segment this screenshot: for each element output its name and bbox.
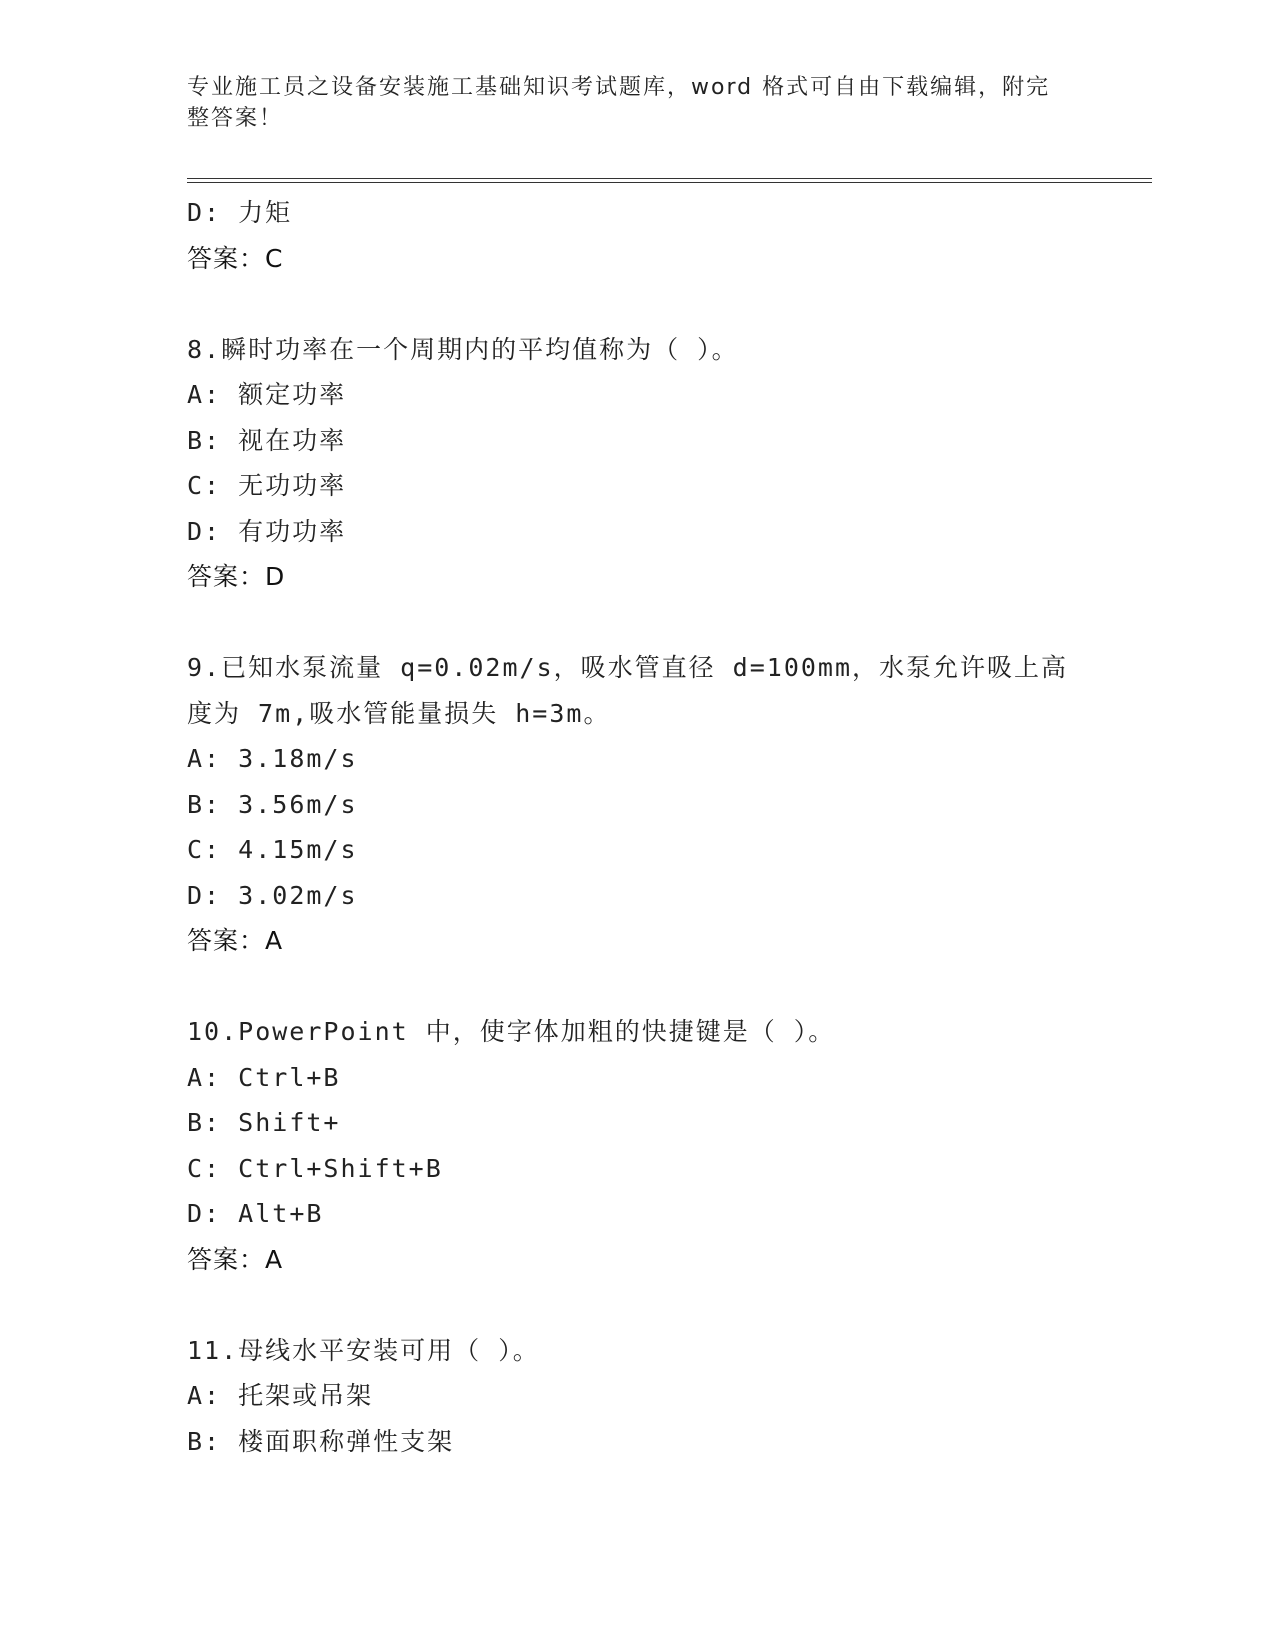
option-text: 3.02m/s: [238, 880, 358, 910]
option-label: B:: [187, 789, 222, 819]
option-label: B:: [187, 1108, 222, 1137]
question-7-tail: [187, 190, 1087, 281]
option-label: A:: [187, 1062, 222, 1092]
header-rule-top: [187, 178, 1152, 179]
option-text: Alt+B: [238, 1199, 324, 1228]
option-d: [187, 509, 1087, 555]
option-text: 无功功率: [238, 471, 347, 500]
option-text: Shift+: [238, 1108, 341, 1137]
option-b: [187, 1419, 1087, 1465]
answer-line: 答案：C: [187, 243, 284, 273]
option-d: [187, 190, 1087, 236]
option-text: Ctrl+Shift+B: [238, 1153, 443, 1183]
option-label: C:: [187, 471, 222, 500]
answer-line: 答案：D: [187, 562, 286, 591]
header-rule-bottom: [187, 182, 1152, 183]
question-11: [187, 1328, 1087, 1465]
option-b: [187, 1100, 1087, 1146]
option-c: [187, 463, 1087, 509]
option-c: [187, 1146, 1087, 1192]
question-8: [187, 327, 1087, 600]
option-a: [187, 1373, 1087, 1419]
option-label: D:: [187, 1199, 222, 1228]
option-text: 额定功率: [238, 380, 347, 409]
option-text: 力矩: [238, 198, 293, 227]
option-a: [187, 736, 1087, 782]
question-stem: 10.PowerPoint 中，使字体加粗的快捷键是（ ）。: [187, 1017, 836, 1046]
option-text: 4.15m/s: [238, 835, 358, 864]
document-header: [187, 72, 1067, 134]
option-label: D:: [187, 516, 222, 546]
answer-line: 答案：A: [187, 1244, 284, 1274]
option-label: A:: [187, 1381, 222, 1410]
option-label: A:: [187, 744, 222, 773]
option-text: 有功功率: [238, 516, 347, 546]
option-d: [187, 873, 1087, 919]
option-c: [187, 827, 1087, 873]
option-label: B:: [187, 425, 222, 455]
option-text: 3.56m/s: [238, 789, 358, 819]
option-label: A:: [187, 380, 222, 409]
option-text: 视在功率: [238, 425, 347, 455]
option-b: [187, 782, 1087, 828]
option-text: Ctrl+B: [238, 1062, 341, 1092]
question-list: [187, 190, 1087, 1464]
option-text: 楼面职称弹性支架: [238, 1426, 455, 1456]
option-text: 托架或吊架: [238, 1381, 374, 1410]
question-stem: 11.母线水平安装可用（ ）。: [187, 1335, 540, 1365]
option-label: B:: [187, 1426, 222, 1456]
option-label: C:: [187, 835, 222, 864]
option-label: D:: [187, 880, 222, 910]
option-label: C:: [187, 1153, 222, 1183]
option-text: 3.18m/s: [238, 744, 358, 773]
question-9: [187, 645, 1087, 964]
question-stem: 9.已知水泵流量 q=0.02m/s，吸水管直径 d=100mm，水泵允许吸上高度为 7m,吸水管能量损失 h=3m。: [187, 653, 1069, 728]
option-d: [187, 1191, 1087, 1237]
option-label: D:: [187, 198, 222, 227]
answer-line: 答案：A: [187, 926, 284, 955]
question-10: [187, 1009, 1087, 1282]
header-text: 专业施工员之设备安装施工基础知识考试题库，word 格式可自由下载编辑，附完整答案！: [187, 75, 1051, 131]
option-a: [187, 1055, 1087, 1101]
option-b: [187, 418, 1087, 464]
question-stem: 8.瞬时功率在一个周期内的平均值称为（ ）。: [187, 334, 739, 364]
option-a: [187, 372, 1087, 418]
